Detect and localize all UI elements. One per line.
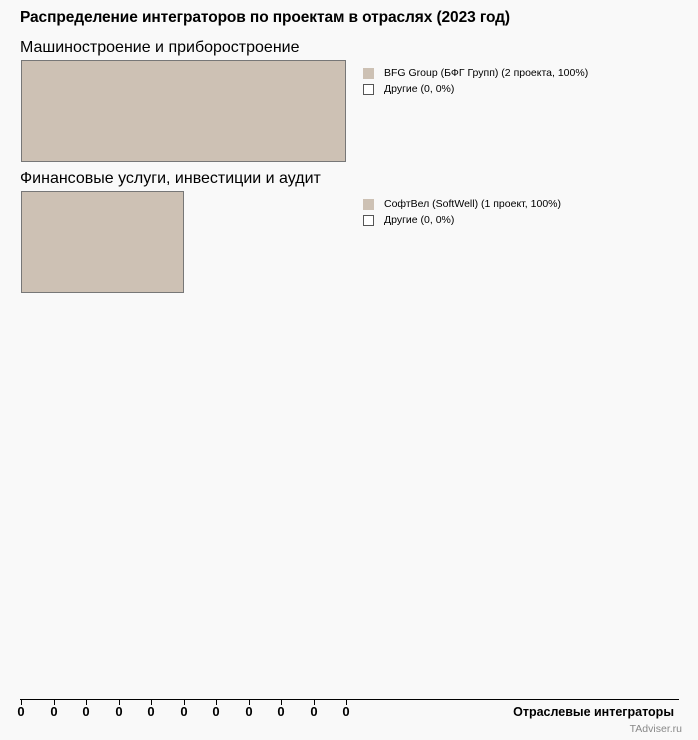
x-axis-tick-label: 0 xyxy=(245,704,253,719)
legend-swatch xyxy=(363,84,374,95)
legend-swatch xyxy=(363,199,374,210)
section-title: Машиностроение и приборостроение xyxy=(20,39,300,56)
bar-segment[interactable] xyxy=(21,60,346,162)
legend-item[interactable] xyxy=(363,65,588,81)
x-axis-tick-label: 0 xyxy=(277,704,285,719)
legend-item[interactable] xyxy=(363,196,561,212)
x-axis-tick-label: 0 xyxy=(17,704,25,719)
legend-label: СофтВел (SoftWell) (1 проект, 100%) xyxy=(384,198,561,210)
legend-label: Другие (0, 0%) xyxy=(384,83,455,95)
legend xyxy=(363,65,588,97)
x-axis-tick-label: 0 xyxy=(212,704,220,719)
legend-swatch xyxy=(363,215,374,226)
legend-swatch xyxy=(363,68,374,79)
x-axis-tick-label: 0 xyxy=(147,704,155,719)
legend xyxy=(363,196,561,228)
x-axis-tick-label: 0 xyxy=(180,704,188,719)
x-axis-title: Отраслевые интеграторы xyxy=(513,705,674,719)
legend-item[interactable] xyxy=(363,81,588,97)
x-axis-tick-label: 0 xyxy=(82,704,90,719)
x-axis-tick-label: 0 xyxy=(115,704,123,719)
legend-label: BFG Group (БФГ Групп) (2 проекта, 100%) xyxy=(384,67,589,79)
legend-label: Другие (0, 0%) xyxy=(384,214,455,226)
x-axis-tick-label: 0 xyxy=(342,704,350,719)
section-title: Финансовые услуги, инвестиции и аудит xyxy=(20,170,321,187)
chart-title: Распределение интеграторов по проектам в отраслях (2023 год) xyxy=(20,9,510,26)
x-axis-tick-label: 0 xyxy=(310,704,318,719)
source-credit[interactable]: TAdviser.ru xyxy=(629,723,682,735)
bar-segment[interactable] xyxy=(21,191,184,293)
x-axis-tick-label: 0 xyxy=(50,704,58,719)
legend-item[interactable] xyxy=(363,212,561,228)
